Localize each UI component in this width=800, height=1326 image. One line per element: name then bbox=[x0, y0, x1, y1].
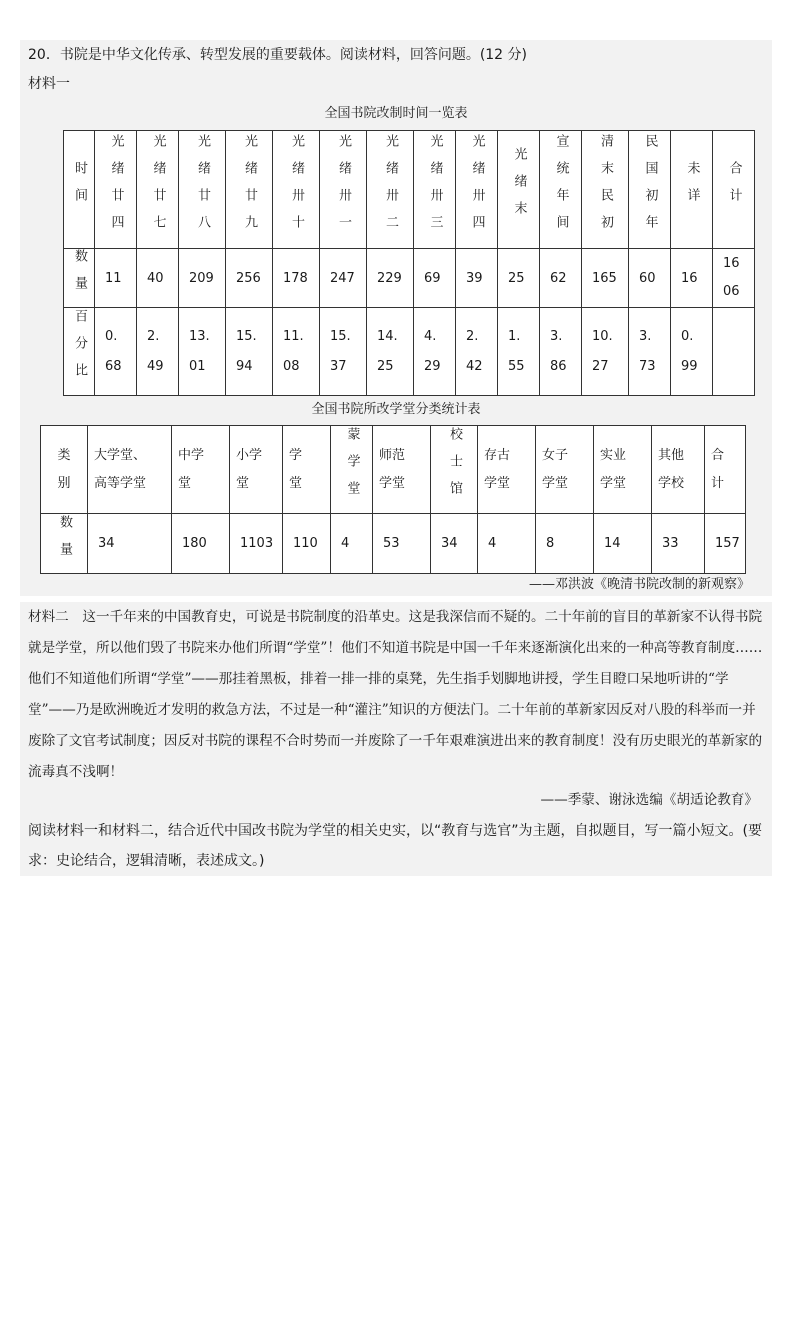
material1-panel bbox=[20, 40, 772, 596]
table1-count-cell: 25 bbox=[498, 249, 540, 308]
table1-count-cell: 40 bbox=[137, 249, 179, 308]
table2-header-cell: 女子 学堂 bbox=[536, 426, 594, 514]
table1-header-cell: 光绪卅三 bbox=[414, 131, 456, 249]
material2-source: ——季蒙、谢泳选编《胡适论教育》 bbox=[540, 792, 758, 808]
table1-percent-cell: 14. 25 bbox=[367, 308, 414, 396]
table2-count-cell: 4 bbox=[331, 514, 373, 574]
table2-header-cell: 小学 堂 bbox=[230, 426, 283, 514]
table1-header-cell: 光绪末 bbox=[498, 131, 540, 249]
table1-header-cell: 光绪卅四 bbox=[456, 131, 498, 249]
table2-count-cell: 180 bbox=[172, 514, 230, 574]
table1-percent-cell: 3. 73 bbox=[629, 308, 671, 396]
table2-count-cell: 110 bbox=[283, 514, 331, 574]
table1-count-cell: 62 bbox=[540, 249, 582, 308]
material2-text: 材料二 这一千年来的中国教育史，可说是书院制度的沿革史。这是我深信而不疑的。二十年前的盲目的革新家不认得书院就是学堂，所以他们毁了书院来办他们所谓“学堂”！他们不知道书院是中国一千年来逐渐演化出来的一种高等教育制度……他们不知道他们所谓“学堂”——那挂着黑板，排着一排一排的桌凳，先生指手划脚地讲授，学生目瞪口呆地听讲的“学堂”——乃是欧洲晚近才发明的救急方法，不过是一种“灌注”知识的方便法门。二十年前的革新家因反对八股的科举而一并废除了文官考试制度；因反对书院的课程不合时势而一并废除了一千年艰难演进出来的教育制度！没有历史眼光的革新家的流毒真不浅啊！ bbox=[28, 609, 763, 780]
table1-count-cell: 178 bbox=[273, 249, 320, 308]
material1-label: 材料一 bbox=[28, 76, 70, 92]
table2-header-cell: 中学 堂 bbox=[172, 426, 230, 514]
table1-percent-cell: 1. 55 bbox=[498, 308, 540, 396]
table1-header-cell: 光绪廿七 bbox=[137, 131, 179, 249]
table1-count-cell: 16 06 bbox=[713, 249, 755, 308]
table1-percent-cell: 3. 86 bbox=[540, 308, 582, 396]
table1-header-cell: 光绪卅十 bbox=[273, 131, 320, 249]
table1-count-cell: 247 bbox=[320, 249, 367, 308]
table2-header-cell: 存古 学堂 bbox=[478, 426, 536, 514]
table2-count-cell: 33 bbox=[652, 514, 705, 574]
table1-percent-cell: 10. 27 bbox=[582, 308, 629, 396]
table2-count-cell: 34 bbox=[431, 514, 478, 574]
table1-header-cell: 民国初年 bbox=[629, 131, 671, 249]
table2-header-cell: 学 堂 bbox=[283, 426, 331, 514]
table1-percent-cell bbox=[713, 308, 755, 396]
table2-header-cell: 校士馆 bbox=[431, 426, 478, 514]
table1-count-cell: 60 bbox=[629, 249, 671, 308]
table1-percent-cell: 15. 37 bbox=[320, 308, 367, 396]
table2-count-cell: 4 bbox=[478, 514, 536, 574]
table1-header-cell: 未详 bbox=[671, 131, 713, 249]
table1-title: 全国书院改制时间一览表 bbox=[324, 106, 468, 121]
table1-header-cell: 时间 bbox=[64, 131, 95, 249]
table1-header-cell: 光绪廿九 bbox=[226, 131, 273, 249]
table1-count-cell: 165 bbox=[582, 249, 629, 308]
table2-header-cell: 蒙学堂 bbox=[331, 426, 373, 514]
table1-percent-cell: 15. 94 bbox=[226, 308, 273, 396]
table1-header-cell: 光绪卅一 bbox=[320, 131, 367, 249]
task-prompt: 阅读材料一和材料二，结合近代中国改书院为学堂的相关史实，以“教育与选官”为主题，自拟题目，写一篇小短文。(要求：史论结合，逻辑清晰，表述成文。) bbox=[28, 823, 762, 869]
table1-percent-cell: 2. 42 bbox=[456, 308, 498, 396]
table1-count-cell: 256 bbox=[226, 249, 273, 308]
table2-row-label: 类 别 bbox=[41, 426, 88, 514]
table2-count-cell: 34 bbox=[88, 514, 172, 574]
table2-header-cell: 合 计 bbox=[705, 426, 746, 514]
table1-percent-cell: 11. 08 bbox=[273, 308, 320, 396]
table1-count-cell: 229 bbox=[367, 249, 414, 308]
table1-percent-cell: 13. 01 bbox=[179, 308, 226, 396]
table1-count-cell: 209 bbox=[179, 249, 226, 308]
table1-count-cell: 11 bbox=[95, 249, 137, 308]
table1-header-cell: 宣统年间 bbox=[540, 131, 582, 249]
table1-percent-cell: 0. 68 bbox=[95, 308, 137, 396]
table1-count-cell: 16 bbox=[671, 249, 713, 308]
table1-percent-cell: 4. 29 bbox=[414, 308, 456, 396]
table1-count-cell: 39 bbox=[456, 249, 498, 308]
table2-row-label: 数量 bbox=[41, 514, 88, 574]
table2-count-cell: 8 bbox=[536, 514, 594, 574]
school-category-table bbox=[40, 425, 746, 574]
table1-percent-cell: 2. 49 bbox=[137, 308, 179, 396]
table2-count-cell: 157 bbox=[705, 514, 746, 574]
table2-header-cell: 大学堂、 高等学堂 bbox=[88, 426, 172, 514]
table2-title: 全国书院所改学堂分类统计表 bbox=[311, 402, 481, 417]
table1-percent-cell: 0. 99 bbox=[671, 308, 713, 396]
material2-panel bbox=[20, 602, 772, 876]
table1-header-cell: 合计 bbox=[713, 131, 755, 249]
table1-row-label: 百分比 bbox=[64, 308, 95, 396]
table2-header-cell: 实业 学堂 bbox=[594, 426, 652, 514]
table1-header-cell: 清末民初 bbox=[582, 131, 629, 249]
table2-header-cell: 其他 学校 bbox=[652, 426, 705, 514]
table1-header-cell: 光绪廿八 bbox=[179, 131, 226, 249]
table1-header-cell: 光绪卅二 bbox=[367, 131, 414, 249]
material1-source: ——邓洪波《晚清书院改制的新观察》 bbox=[528, 577, 750, 592]
table2-header-cell: 师范 学堂 bbox=[373, 426, 431, 514]
table1-header-cell: 光绪廿四 bbox=[95, 131, 137, 249]
reform-time-table bbox=[63, 130, 755, 396]
table2-count-cell: 53 bbox=[373, 514, 431, 574]
question-stem: 20．书院是中华文化传承、转型发展的重要载体。阅读材料，回答问题。(12 分) bbox=[28, 47, 528, 63]
table1-row-label: 数量 bbox=[64, 249, 95, 308]
table2-count-cell: 14 bbox=[594, 514, 652, 574]
table2-count-cell: 1103 bbox=[230, 514, 283, 574]
table1-count-cell: 69 bbox=[414, 249, 456, 308]
